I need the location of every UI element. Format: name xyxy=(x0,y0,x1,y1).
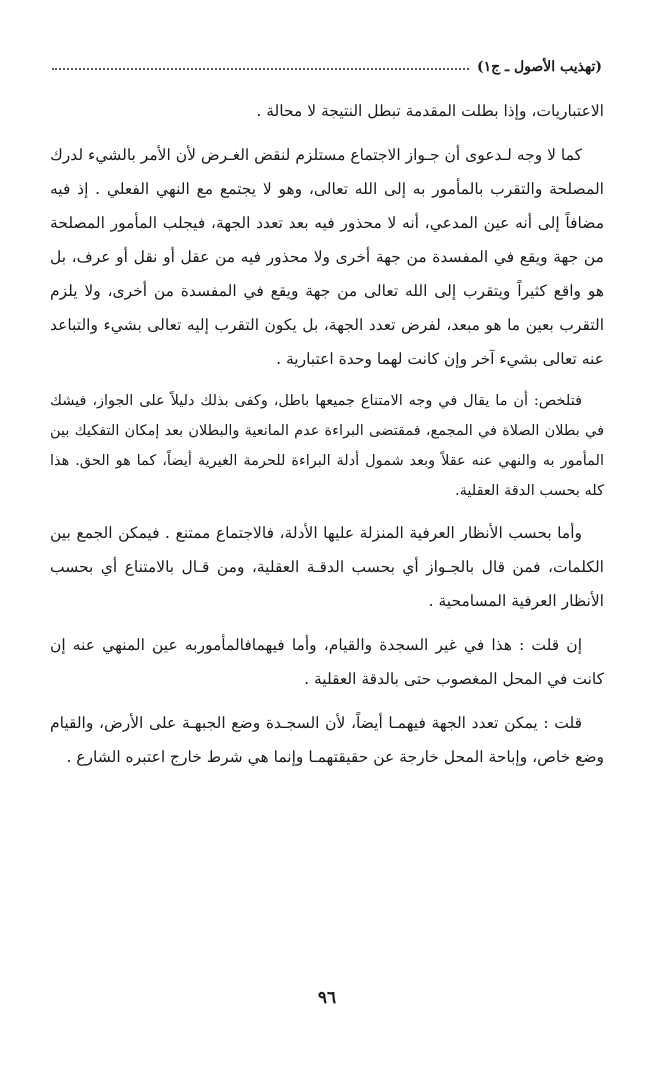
paragraph-i-say: قلت : يمكن تعدد الجهة فيهمـا أيضاً، لأن السجـدة وضع الجبهـة على الأرض، والقيام وضع خاص، وإباحة المحل خارجة عن حقيقتهمـا وإنما هي شرط خارج اعتبره الشارع . xyxy=(50,714,604,766)
page-body xyxy=(50,94,604,774)
page-number: ٩٦ xyxy=(317,988,337,1008)
paragraph-summary: فتلخص: أن ما يقال في وجه الامتناع جميعها باطل، وكفى بذلك دليلاً على الجواز، فيشك في بطلان الصلاة في المجمع، فمقتضى البراءة عدم المانعية والبطلان بعد إمكان التفكيك بين المأمور به والنهي عنه عقلاً وبعد شمول أدلة البراءة للحرمة الغيرية أيضاً، كما هو الحق. هذا كله بحسب الدقة العقلية. xyxy=(50,393,604,499)
header-dotted-rule xyxy=(52,68,469,70)
running-header xyxy=(52,56,602,78)
paragraph-continuation: الاعتباريات، وإذا بطلت المقدمة تبطل النتيجة لا محالة . xyxy=(256,102,604,120)
header-title: (تهذيب الأصول ـ ج١) xyxy=(476,59,602,75)
paragraph-objection-reply: كما لا وجه لـدعوى أن جـواز الاجتماع مستلزم لنقض الغـرض لأن الأمر بالشيء لدرك المصلحة والتقرب بالمأمور به إلى الله تعالى، وهو لا يجتمع مع النهي الفعلي . إذ فيه مضافاً إلى أنه عين المدعي، أنه لا محذور فيه بعد تعدد الجهة، فيجلب المأمور المصلحة من جهة ويقع في المفسدة من جهة أخرى ولا محذور فيه من عقل أو نقل أو عرف، بل هو واقع كثيراً ويتقرب إلى الله تعالى من جهة ويقع في المفسدة من أخرى، ولا يلزم التقرب بعين ما هو مبعد، لفرض تعدد الجهة، بل يكون التقرب إليه تعالى بشيء والتباعد عنه تعالى بشيء آخر وإن كانت لهما وحدة اعتبارية . xyxy=(50,146,604,368)
paragraph-if-you-say: إن قلت : هذا في غير السجدة والقيام، وأما فيهمافالمأموربه عين المنهي عنه إن كانت في المحل المغصوب حتى بالدقة العقلية . xyxy=(50,636,604,688)
paragraph-customary-view: وأما بحسب الأنظار العرفية المنزلة عليها الأدلة، فالاجتماع ممتنع . فيمكن الجمع بين الكلمات، فمن قال بالجـواز أي بحسب الدقـة العقلية، ومن قـال بالامتناع أي بحسب الأنظار العرفية المسامحية . xyxy=(50,524,604,610)
